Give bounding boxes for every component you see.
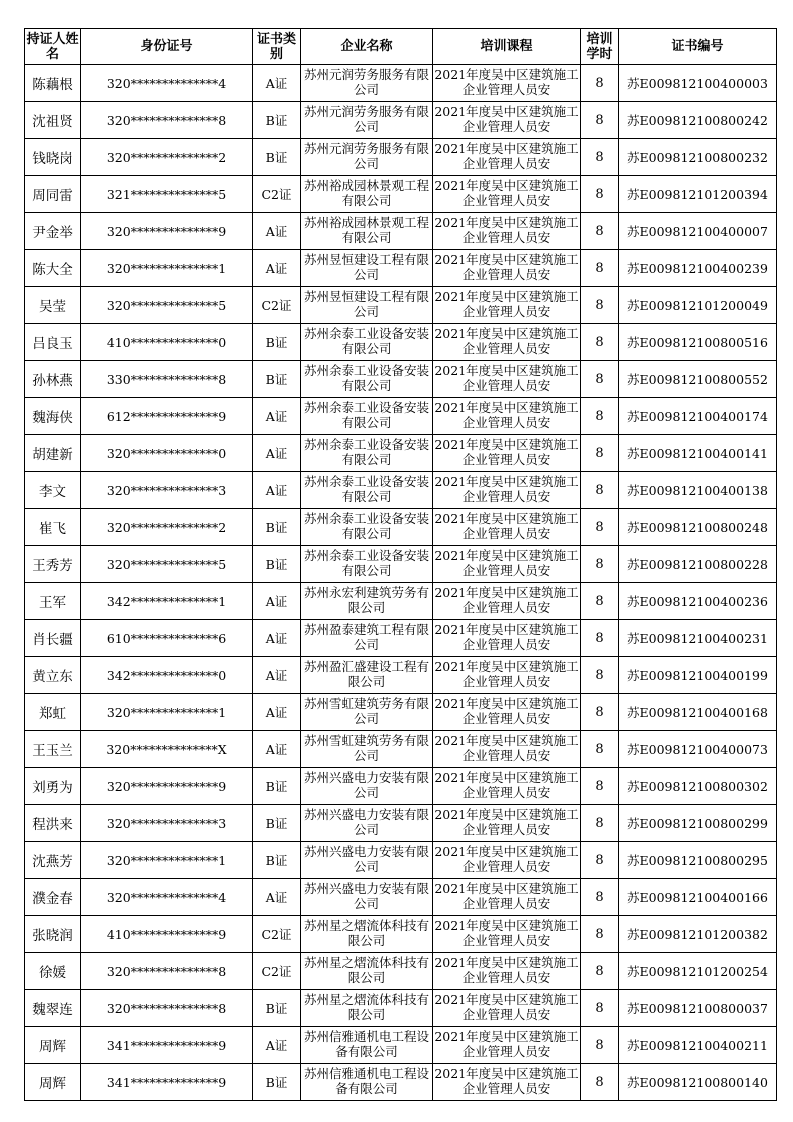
- cell-cert-number: 苏E009812100800299: [619, 805, 777, 842]
- cell-cert-number: 苏E009812100400007: [619, 213, 777, 250]
- cell-course-text: 2021年度吴中区建筑施工企业管理人员安: [434, 1029, 579, 1059]
- cell-company-text: 苏州余泰工业设备安装有限公司: [303, 474, 429, 504]
- cell-name: 沈祖贤: [25, 102, 81, 139]
- cell-id-number: 321**************5: [81, 176, 253, 213]
- cell-company-text: 苏州兴盛电力安装有限公司: [303, 844, 429, 874]
- cell-name: 程洪来: [25, 805, 81, 842]
- cell-cert-number: 苏E009812101200394: [619, 176, 777, 213]
- cell-name: 周辉: [25, 1064, 81, 1101]
- cell-cert-type: B证: [253, 102, 301, 139]
- cell-cert-type: A证: [253, 472, 301, 509]
- cell-company: [301, 287, 433, 324]
- cell-cert-type: A证: [253, 583, 301, 620]
- cell-course-text: 2021年度吴中区建筑施工企业管理人员安: [434, 289, 579, 319]
- cell-course: [433, 65, 581, 102]
- cell-hours: 8: [581, 1064, 619, 1101]
- cell-company-text: 苏州昱恒建设工程有限公司: [303, 252, 429, 282]
- table-row: [25, 953, 777, 990]
- cell-id-number: 320**************5: [81, 287, 253, 324]
- cell-company: [301, 1027, 433, 1064]
- cell-company: [301, 953, 433, 990]
- cell-hours: 8: [581, 657, 619, 694]
- cell-course-text: 2021年度吴中区建筑施工企业管理人员安: [434, 659, 579, 689]
- cell-company-text: 苏州元润劳务服务有限公司: [303, 67, 429, 97]
- cell-company: [301, 139, 433, 176]
- cell-cert-type: C2证: [253, 953, 301, 990]
- cell-cert-number: 苏E009812101200254: [619, 953, 777, 990]
- cell-course-text: 2021年度吴中区建筑施工企业管理人员安: [434, 585, 579, 615]
- table-row: [25, 65, 777, 102]
- cell-cert-type: B证: [253, 324, 301, 361]
- cell-course-text: 2021年度吴中区建筑施工企业管理人员安: [434, 104, 579, 134]
- cell-course: [433, 990, 581, 1027]
- cell-hours: 8: [581, 139, 619, 176]
- cell-cert-type: B证: [253, 361, 301, 398]
- cell-course: [433, 435, 581, 472]
- cell-cert-number: 苏E009812101200049: [619, 287, 777, 324]
- cell-hours: 8: [581, 731, 619, 768]
- cell-course-text: 2021年度吴中区建筑施工企业管理人员安: [434, 881, 579, 911]
- cell-id-number: 320**************8: [81, 102, 253, 139]
- cell-company: [301, 361, 433, 398]
- cell-cert-type: A证: [253, 620, 301, 657]
- cell-id-number: 320**************4: [81, 65, 253, 102]
- cell-cert-number: 苏E009812101200382: [619, 916, 777, 953]
- cell-name: 陈大全: [25, 250, 81, 287]
- cell-course: [433, 953, 581, 990]
- cell-name: 黄立东: [25, 657, 81, 694]
- cell-course-text: 2021年度吴中区建筑施工企业管理人员安: [434, 252, 579, 282]
- table-row: [25, 620, 777, 657]
- cell-cert-type: B证: [253, 546, 301, 583]
- cell-id-number: 320**************3: [81, 472, 253, 509]
- cell-company-text: 苏州余泰工业设备安装有限公司: [303, 400, 429, 430]
- cell-id-number: 320**************0: [81, 435, 253, 472]
- cell-cert-type: A证: [253, 250, 301, 287]
- cell-course-text: 2021年度吴中区建筑施工企业管理人员安: [434, 215, 579, 245]
- cell-company: [301, 768, 433, 805]
- cell-course: [433, 139, 581, 176]
- table-row: [25, 731, 777, 768]
- cell-id-number: 320**************1: [81, 842, 253, 879]
- cell-course-text: 2021年度吴中区建筑施工企业管理人员安: [434, 511, 579, 541]
- cell-company-text: 苏州裕成园林景观工程有限公司: [303, 215, 429, 245]
- cell-cert-type: A证: [253, 213, 301, 250]
- cell-company-text: 苏州星之熠流体科技有限公司: [303, 992, 429, 1022]
- cell-company: [301, 842, 433, 879]
- cell-course: [433, 768, 581, 805]
- cell-course-text: 2021年度吴中区建筑施工企业管理人员安: [434, 178, 579, 208]
- cell-course: [433, 361, 581, 398]
- cell-company-text: 苏州兴盛电力安装有限公司: [303, 770, 429, 800]
- cell-course-text: 2021年度吴中区建筑施工企业管理人员安: [434, 437, 579, 467]
- certificate-table-sheet: [24, 28, 777, 1101]
- cell-course-text: 2021年度吴中区建筑施工企业管理人员安: [434, 844, 579, 874]
- table-row: [25, 213, 777, 250]
- cell-cert-type: A证: [253, 398, 301, 435]
- cell-hours: 8: [581, 398, 619, 435]
- table-row: [25, 768, 777, 805]
- cell-cert-type: B证: [253, 842, 301, 879]
- table-body: [25, 65, 777, 1101]
- cell-cert-number: 苏E009812100800242: [619, 102, 777, 139]
- cell-course-text: 2021年度吴中区建筑施工企业管理人员安: [434, 141, 579, 171]
- cell-name: 陈藕根: [25, 65, 81, 102]
- cell-company: [301, 250, 433, 287]
- table-row: [25, 694, 777, 731]
- table-row: [25, 916, 777, 953]
- cell-cert-number: 苏E009812100400073: [619, 731, 777, 768]
- cell-cert-number: 苏E009812100400174: [619, 398, 777, 435]
- cell-course: [433, 657, 581, 694]
- cell-id-number: 612**************9: [81, 398, 253, 435]
- cell-cert-number: 苏E009812100800248: [619, 509, 777, 546]
- cell-name: 周同雷: [25, 176, 81, 213]
- cell-course-text: 2021年度吴中区建筑施工企业管理人员安: [434, 992, 579, 1022]
- cell-cert-type: C2证: [253, 176, 301, 213]
- cell-cert-number: 苏E009812100400231: [619, 620, 777, 657]
- cell-hours: 8: [581, 287, 619, 324]
- cell-cert-type: C2证: [253, 287, 301, 324]
- cell-cert-number: 苏E009812100400236: [619, 583, 777, 620]
- cell-cert-number: 苏E009812100800302: [619, 768, 777, 805]
- cell-company-text: 苏州雪虹建筑劳务有限公司: [303, 696, 429, 726]
- cell-name: 孙林燕: [25, 361, 81, 398]
- cell-course-text: 2021年度吴中区建筑施工企业管理人员安: [434, 400, 579, 430]
- cell-company-text: 苏州信雅通机电工程设备有限公司: [303, 1029, 429, 1059]
- cell-hours: 8: [581, 509, 619, 546]
- cell-cert-number: 苏E009812100800037: [619, 990, 777, 1027]
- header-row: [25, 29, 777, 65]
- cell-company-text: 苏州雪虹建筑劳务有限公司: [303, 733, 429, 763]
- cell-name: 张晓润: [25, 916, 81, 953]
- table-row: [25, 546, 777, 583]
- cell-id-number: 410**************0: [81, 324, 253, 361]
- cell-company: [301, 102, 433, 139]
- cell-company: [301, 324, 433, 361]
- cell-cert-number: 苏E009812100800295: [619, 842, 777, 879]
- table-row: [25, 1064, 777, 1101]
- cell-cert-number: 苏E009812100400239: [619, 250, 777, 287]
- cell-cert-number: 苏E009812100400166: [619, 879, 777, 916]
- cell-course: [433, 805, 581, 842]
- table-row: [25, 990, 777, 1027]
- cell-company: [301, 213, 433, 250]
- cell-course-text: 2021年度吴中区建筑施工企业管理人员安: [434, 733, 579, 763]
- cell-cert-number: 苏E009812100400168: [619, 694, 777, 731]
- cell-hours: 8: [581, 879, 619, 916]
- cell-name: 刘勇为: [25, 768, 81, 805]
- cell-cert-type: A证: [253, 657, 301, 694]
- cell-cert-number: 苏E009812100800228: [619, 546, 777, 583]
- cell-cert-type: B证: [253, 805, 301, 842]
- cell-id-number: 320**************1: [81, 694, 253, 731]
- cell-id-number: 342**************0: [81, 657, 253, 694]
- cell-cert-number: 苏E009812100400199: [619, 657, 777, 694]
- cell-name: 王军: [25, 583, 81, 620]
- table-row: [25, 435, 777, 472]
- cell-course-text: 2021年度吴中区建筑施工企业管理人员安: [434, 1066, 579, 1096]
- cell-company: [301, 176, 433, 213]
- cell-hours: 8: [581, 435, 619, 472]
- cell-company-text: 苏州兴盛电力安装有限公司: [303, 881, 429, 911]
- table-row: [25, 509, 777, 546]
- cell-company-text: 苏州星之熠流体科技有限公司: [303, 918, 429, 948]
- cell-company-text: 苏州余泰工业设备安装有限公司: [303, 511, 429, 541]
- cell-company: [301, 657, 433, 694]
- cell-cert-type: B证: [253, 990, 301, 1027]
- cell-company: [301, 398, 433, 435]
- cell-course: [433, 583, 581, 620]
- cell-cert-type: B证: [253, 139, 301, 176]
- cell-course: [433, 176, 581, 213]
- cell-cert-number: 苏E009812100400003: [619, 65, 777, 102]
- cell-name: 徐媛: [25, 953, 81, 990]
- cell-id-number: 330**************8: [81, 361, 253, 398]
- cell-company: [301, 694, 433, 731]
- cell-course-text: 2021年度吴中区建筑施工企业管理人员安: [434, 807, 579, 837]
- cell-company-text: 苏州裕成园林景观工程有限公司: [303, 178, 429, 208]
- cell-cert-number: 苏E009812100400141: [619, 435, 777, 472]
- cell-hours: 8: [581, 583, 619, 620]
- cell-cert-type: A证: [253, 879, 301, 916]
- cell-id-number: 320**************4: [81, 879, 253, 916]
- cell-hours: 8: [581, 176, 619, 213]
- cell-cert-type: B证: [253, 509, 301, 546]
- cell-course: [433, 398, 581, 435]
- cell-company: [301, 731, 433, 768]
- cell-company: [301, 990, 433, 1027]
- cell-cert-type: A证: [253, 1027, 301, 1064]
- cell-company-text: 苏州永宏利建筑劳务有限公司: [303, 585, 429, 615]
- cell-hours: 8: [581, 805, 619, 842]
- cell-id-number: 320**************X: [81, 731, 253, 768]
- cell-cert-type: B证: [253, 1064, 301, 1101]
- cell-id-number: 410**************9: [81, 916, 253, 953]
- cell-company-text: 苏州余泰工业设备安装有限公司: [303, 326, 429, 356]
- cell-name: 魏海侠: [25, 398, 81, 435]
- cell-company: [301, 916, 433, 953]
- table-row: [25, 1027, 777, 1064]
- cell-course-text: 2021年度吴中区建筑施工企业管理人员安: [434, 326, 579, 356]
- cell-company-text: 苏州余泰工业设备安装有限公司: [303, 548, 429, 578]
- cell-cert-number: 苏E009812100400138: [619, 472, 777, 509]
- cell-company: [301, 546, 433, 583]
- cell-id-number: 320**************5: [81, 546, 253, 583]
- cell-cert-type: A证: [253, 694, 301, 731]
- cell-company: [301, 583, 433, 620]
- cell-name: 肖长疆: [25, 620, 81, 657]
- header-id-number: 身份证号: [81, 29, 253, 65]
- table-row: [25, 139, 777, 176]
- cell-course: [433, 472, 581, 509]
- cell-course-text: 2021年度吴中区建筑施工企业管理人员安: [434, 918, 579, 948]
- cell-company: [301, 620, 433, 657]
- cell-course-text: 2021年度吴中区建筑施工企业管理人员安: [434, 67, 579, 97]
- cell-course: [433, 1027, 581, 1064]
- cell-course-text: 2021年度吴中区建筑施工企业管理人员安: [434, 770, 579, 800]
- cell-id-number: 341**************9: [81, 1064, 253, 1101]
- cell-id-number: 341**************9: [81, 1027, 253, 1064]
- cell-company: [301, 472, 433, 509]
- cell-company-text: 苏州元润劳务服务有限公司: [303, 141, 429, 171]
- cell-id-number: 320**************1: [81, 250, 253, 287]
- cell-name: 钱晓岗: [25, 139, 81, 176]
- cell-hours: 8: [581, 916, 619, 953]
- table-row: [25, 398, 777, 435]
- cell-name: 尹金举: [25, 213, 81, 250]
- cell-course: [433, 509, 581, 546]
- cell-company-text: 苏州兴盛电力安装有限公司: [303, 807, 429, 837]
- cell-cert-type: A证: [253, 435, 301, 472]
- cell-company-text: 苏州余泰工业设备安装有限公司: [303, 437, 429, 467]
- cell-course-text: 2021年度吴中区建筑施工企业管理人员安: [434, 363, 579, 393]
- cell-company: [301, 1064, 433, 1101]
- cell-hours: 8: [581, 65, 619, 102]
- cell-hours: 8: [581, 472, 619, 509]
- cell-name: 沈燕芳: [25, 842, 81, 879]
- cell-course: [433, 879, 581, 916]
- cell-hours: 8: [581, 990, 619, 1027]
- cell-course: [433, 324, 581, 361]
- cell-course: [433, 731, 581, 768]
- table-row: [25, 250, 777, 287]
- cell-name: 王玉兰: [25, 731, 81, 768]
- cell-cert-type: C2证: [253, 916, 301, 953]
- cell-name: 李文: [25, 472, 81, 509]
- table-row: [25, 361, 777, 398]
- cell-hours: 8: [581, 1027, 619, 1064]
- certificate-table: [24, 28, 777, 1101]
- cell-course: [433, 842, 581, 879]
- cell-course: [433, 102, 581, 139]
- cell-course: [433, 620, 581, 657]
- cell-name: 吕良玉: [25, 324, 81, 361]
- cell-name: 崔飞: [25, 509, 81, 546]
- cell-course-text: 2021年度吴中区建筑施工企业管理人员安: [434, 955, 579, 985]
- header-course: 培训课程: [433, 29, 581, 65]
- cell-name: 郑虹: [25, 694, 81, 731]
- cell-course: [433, 287, 581, 324]
- cell-cert-number: 苏E009812100800516: [619, 324, 777, 361]
- cell-company-text: 苏州星之熠流体科技有限公司: [303, 955, 429, 985]
- header-company: 企业名称: [301, 29, 433, 65]
- table-row: [25, 657, 777, 694]
- cell-course: [433, 694, 581, 731]
- cell-course: [433, 916, 581, 953]
- cell-id-number: 320**************3: [81, 805, 253, 842]
- cell-hours: 8: [581, 620, 619, 657]
- cell-hours: 8: [581, 842, 619, 879]
- cell-id-number: 320**************8: [81, 953, 253, 990]
- cell-name: 胡建新: [25, 435, 81, 472]
- cell-course-text: 2021年度吴中区建筑施工企业管理人员安: [434, 696, 579, 726]
- cell-hours: 8: [581, 546, 619, 583]
- header-cert-number: 证书编号: [619, 29, 777, 65]
- cell-hours: 8: [581, 324, 619, 361]
- cell-company: [301, 879, 433, 916]
- table-row: [25, 324, 777, 361]
- table-row: [25, 879, 777, 916]
- cell-company-text: 苏州昱恒建设工程有限公司: [303, 289, 429, 319]
- cell-company: [301, 805, 433, 842]
- cell-id-number: 320**************9: [81, 768, 253, 805]
- cell-course: [433, 546, 581, 583]
- cell-hours: 8: [581, 213, 619, 250]
- cell-hours: 8: [581, 250, 619, 287]
- cell-hours: 8: [581, 768, 619, 805]
- cell-company-text: 苏州盈泰建筑工程有限公司: [303, 622, 429, 652]
- table-row: [25, 102, 777, 139]
- header-name: 持证人姓名: [25, 29, 81, 65]
- cell-name: 濮金春: [25, 879, 81, 916]
- cell-id-number: 610**************6: [81, 620, 253, 657]
- cell-cert-number: 苏E009812100800140: [619, 1064, 777, 1101]
- cell-company: [301, 509, 433, 546]
- cell-company-text: 苏州元润劳务服务有限公司: [303, 104, 429, 134]
- table-row: [25, 842, 777, 879]
- cell-hours: 8: [581, 953, 619, 990]
- cell-name: 周辉: [25, 1027, 81, 1064]
- cell-cert-number: 苏E009812100800552: [619, 361, 777, 398]
- cell-course: [433, 213, 581, 250]
- cell-cert-type: A证: [253, 65, 301, 102]
- table-row: [25, 583, 777, 620]
- cell-name: 吴莹: [25, 287, 81, 324]
- cell-company-text: 苏州盈汇盛建设工程有限公司: [303, 659, 429, 689]
- header-cert-type: 证书类别: [253, 29, 301, 65]
- cell-hours: 8: [581, 694, 619, 731]
- cell-id-number: 320**************9: [81, 213, 253, 250]
- cell-course-text: 2021年度吴中区建筑施工企业管理人员安: [434, 548, 579, 578]
- cell-company: [301, 435, 433, 472]
- cell-cert-number: 苏E009812100800232: [619, 139, 777, 176]
- cell-id-number: 342**************1: [81, 583, 253, 620]
- table-row: [25, 287, 777, 324]
- table-row: [25, 805, 777, 842]
- cell-course: [433, 250, 581, 287]
- cell-course-text: 2021年度吴中区建筑施工企业管理人员安: [434, 474, 579, 504]
- cell-course: [433, 1064, 581, 1101]
- cell-id-number: 320**************8: [81, 990, 253, 1027]
- cell-name: 王秀芳: [25, 546, 81, 583]
- table-row: [25, 176, 777, 213]
- cell-cert-type: B证: [253, 768, 301, 805]
- cell-company-text: 苏州余泰工业设备安装有限公司: [303, 363, 429, 393]
- cell-name: 魏翠连: [25, 990, 81, 1027]
- header-hours: 培训学时: [581, 29, 619, 65]
- table-row: [25, 472, 777, 509]
- cell-id-number: 320**************2: [81, 509, 253, 546]
- cell-course-text: 2021年度吴中区建筑施工企业管理人员安: [434, 622, 579, 652]
- cell-cert-number: 苏E009812100400211: [619, 1027, 777, 1064]
- cell-company: [301, 65, 433, 102]
- cell-cert-type: A证: [253, 731, 301, 768]
- cell-company-text: 苏州信雅通机电工程设备有限公司: [303, 1066, 429, 1096]
- cell-hours: 8: [581, 361, 619, 398]
- cell-hours: 8: [581, 102, 619, 139]
- cell-id-number: 320**************2: [81, 139, 253, 176]
